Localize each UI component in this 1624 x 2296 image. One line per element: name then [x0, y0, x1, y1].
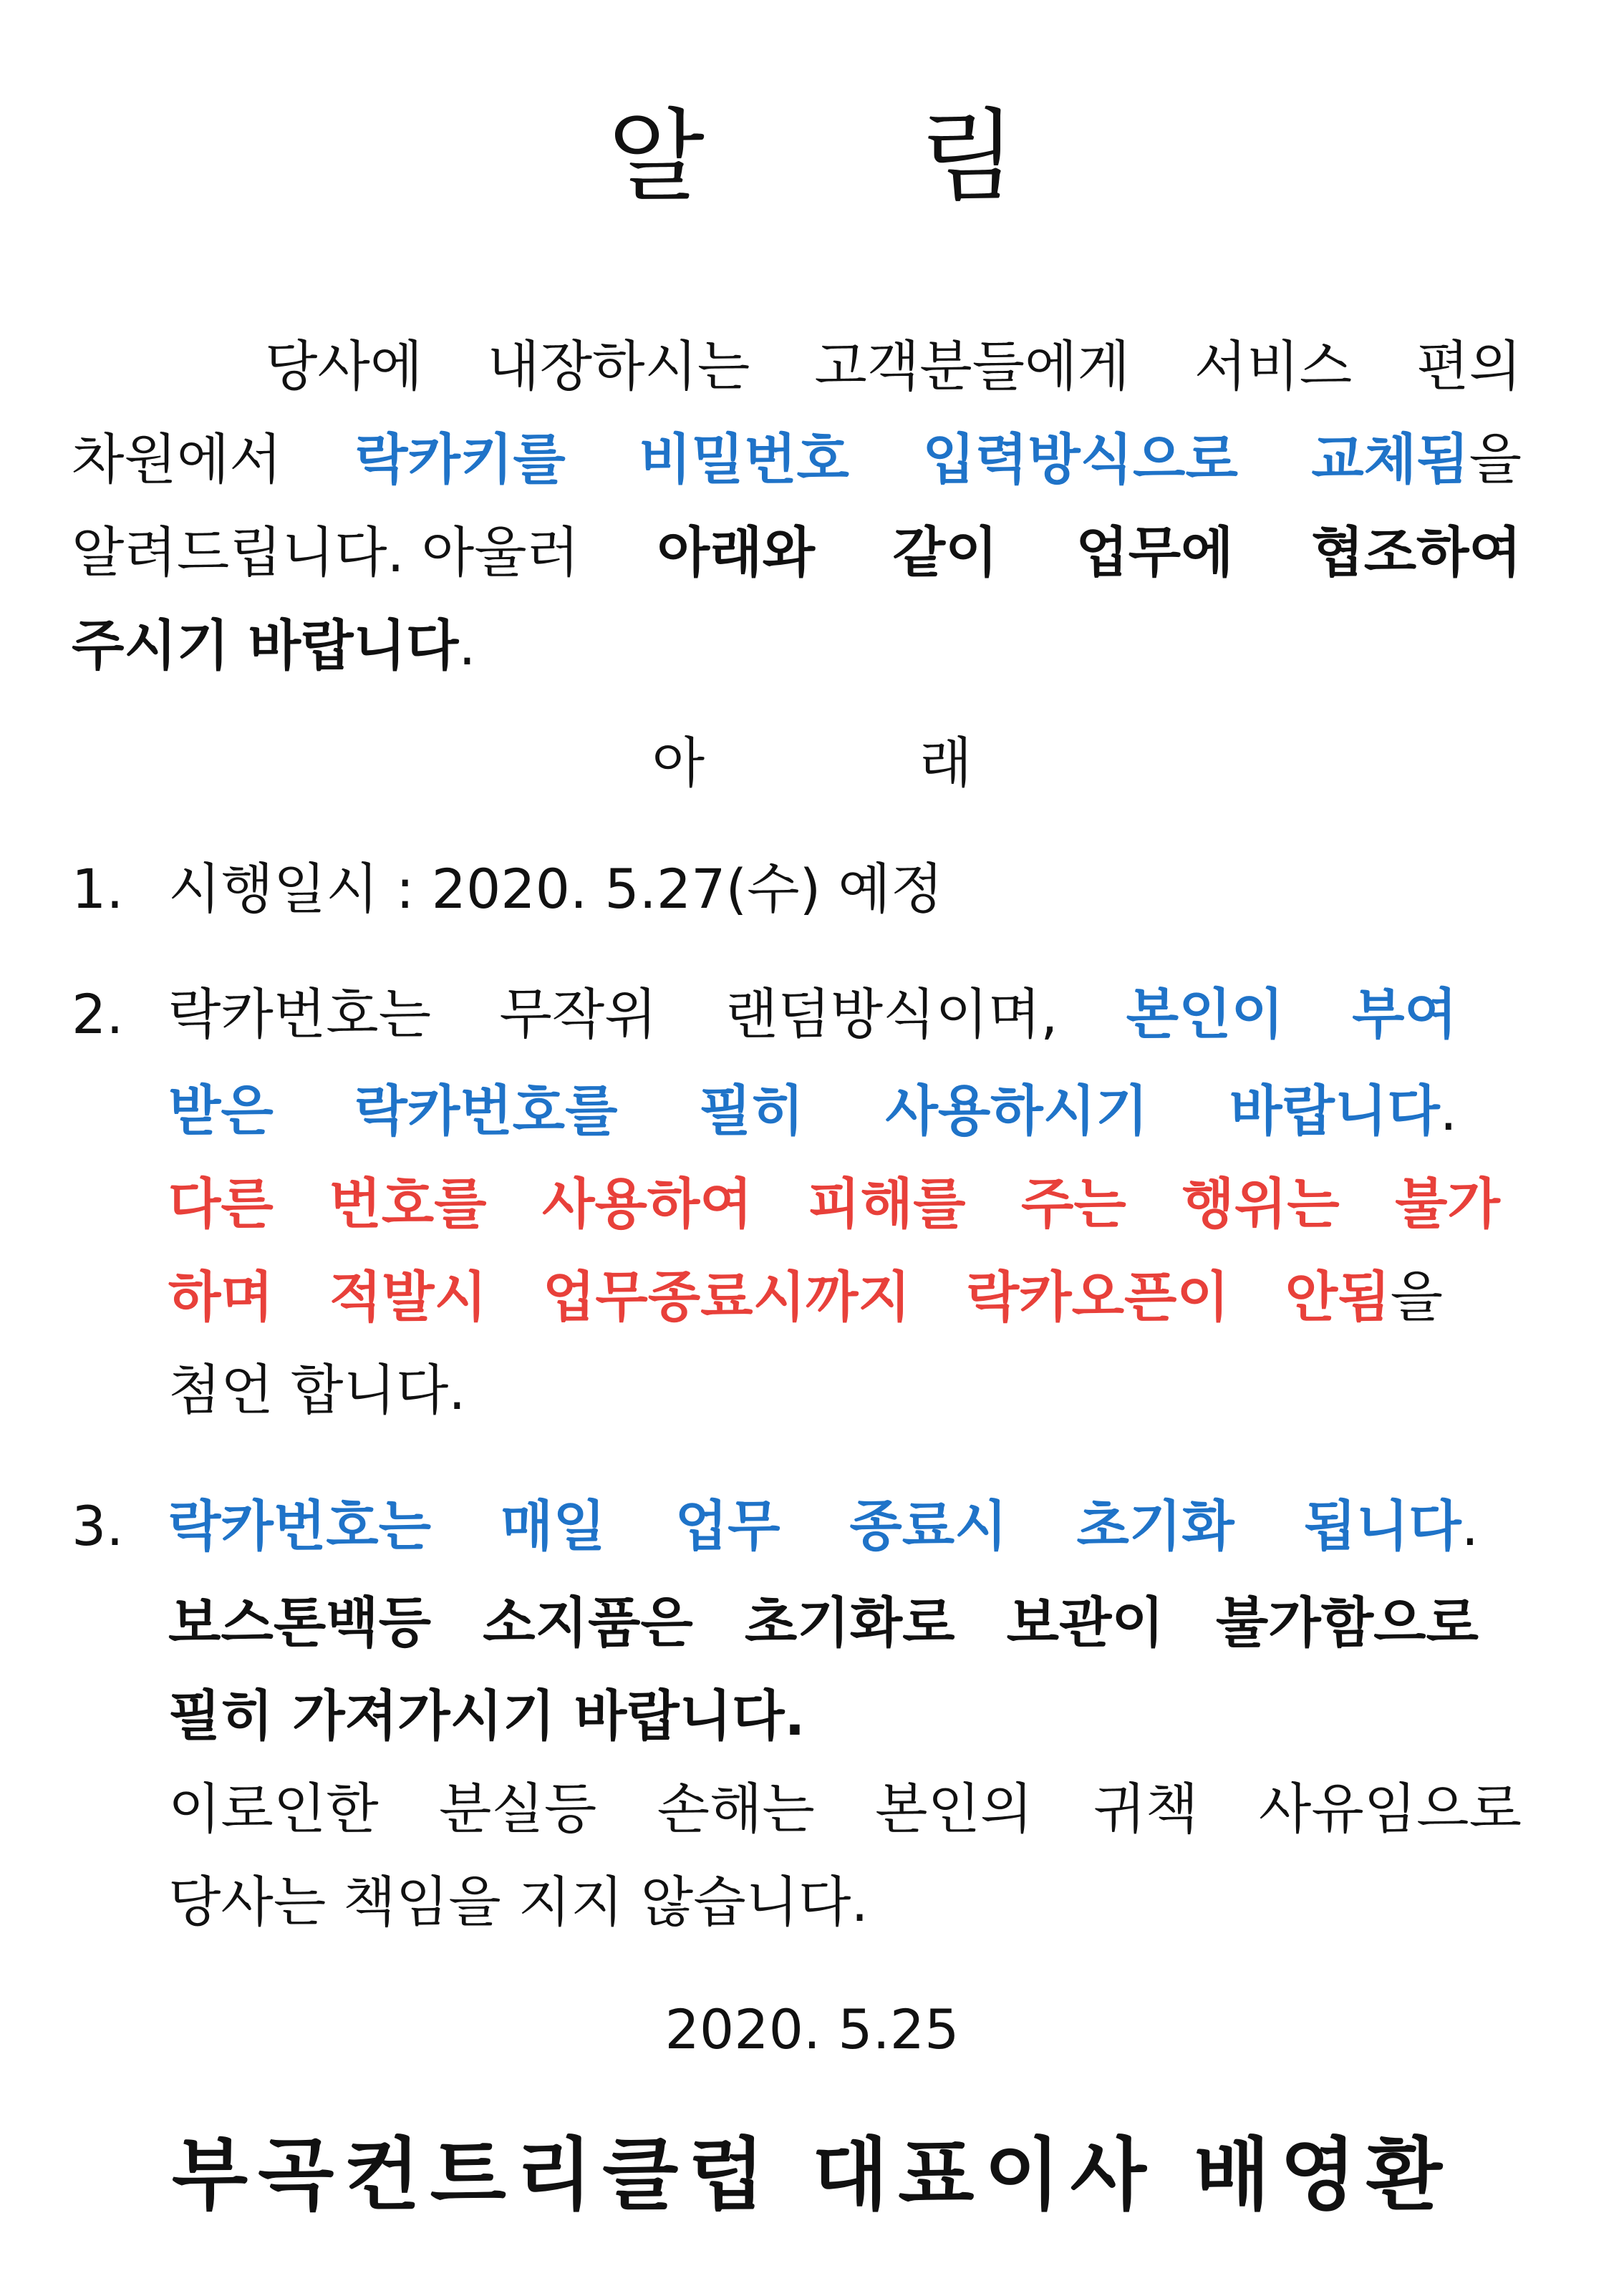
intro-line-3: 알려드립니다. 아울러 아래와 같이 업무에 협조하여 [72, 520, 1522, 584]
item-2-line-4: 하며 적발시 업무종료시까지 락카오픈이 안됨을 [168, 1265, 1443, 1329]
title-char-left: 알 [607, 99, 705, 215]
item-1-number: 1. [72, 857, 124, 921]
item-3-line-1: 락카번호는 매일 업무 종료시 초기화 됩니다. [168, 1494, 1479, 1558]
intro-line-2: 차원에서 락카키를 비밀번호 입력방식으로 교체됨을 [72, 427, 1522, 491]
item-2-line-3: 다른 번호를 사용하여 피해를 주는 행위는 불가 [168, 1172, 1500, 1236]
item-3-number: 3. [72, 1494, 124, 1558]
notice-date [0, 1997, 1624, 2061]
intro-line-4: 주시기 바랍니다. [72, 614, 476, 677]
item-2-number: 2. [72, 982, 124, 1046]
item-3-line-2: 보스톤백등 소지품은 초기화로 보관이 불가함으로 [168, 1591, 1479, 1655]
item-3-line-3: 필히 가져가시기 바랍니다. [168, 1684, 806, 1748]
title-char-right: 림 [919, 99, 1017, 215]
date-text: 2020. 5.25 [664, 1997, 960, 2061]
section-subtitle [0, 720, 1624, 798]
item-3-line-4: 이로인한 분실등 손해는 본인의 귀책 사유임으로 [168, 1777, 1522, 1841]
item-2-line-1: 락카번호는 무작위 랜덤방식이며, 본인이 부여 [168, 982, 1457, 1046]
item-2-line-2: 받은 락카번호를 필히 사용하시기 바랍니다. [168, 1079, 1457, 1143]
signature-line: 부곡컨트리클럽 대표이사 배영환 [171, 2129, 1453, 2221]
notice-title [0, 99, 1624, 215]
subtitle-char-left: 아 [652, 731, 705, 795]
item-3-line-5: 당사는 책임을 지지 않습니다. [168, 1870, 869, 1934]
intro-line-1: 당사에 내장하시는 고객분들에게 서비스 편의 [265, 334, 1522, 398]
subtitle-char-right: 래 [919, 731, 972, 795]
item-1-text: 시행일시 : 2020. 5.27(수) 예정 [168, 857, 944, 921]
item-2-line-5: 첨언 합니다. [168, 1358, 466, 1422]
